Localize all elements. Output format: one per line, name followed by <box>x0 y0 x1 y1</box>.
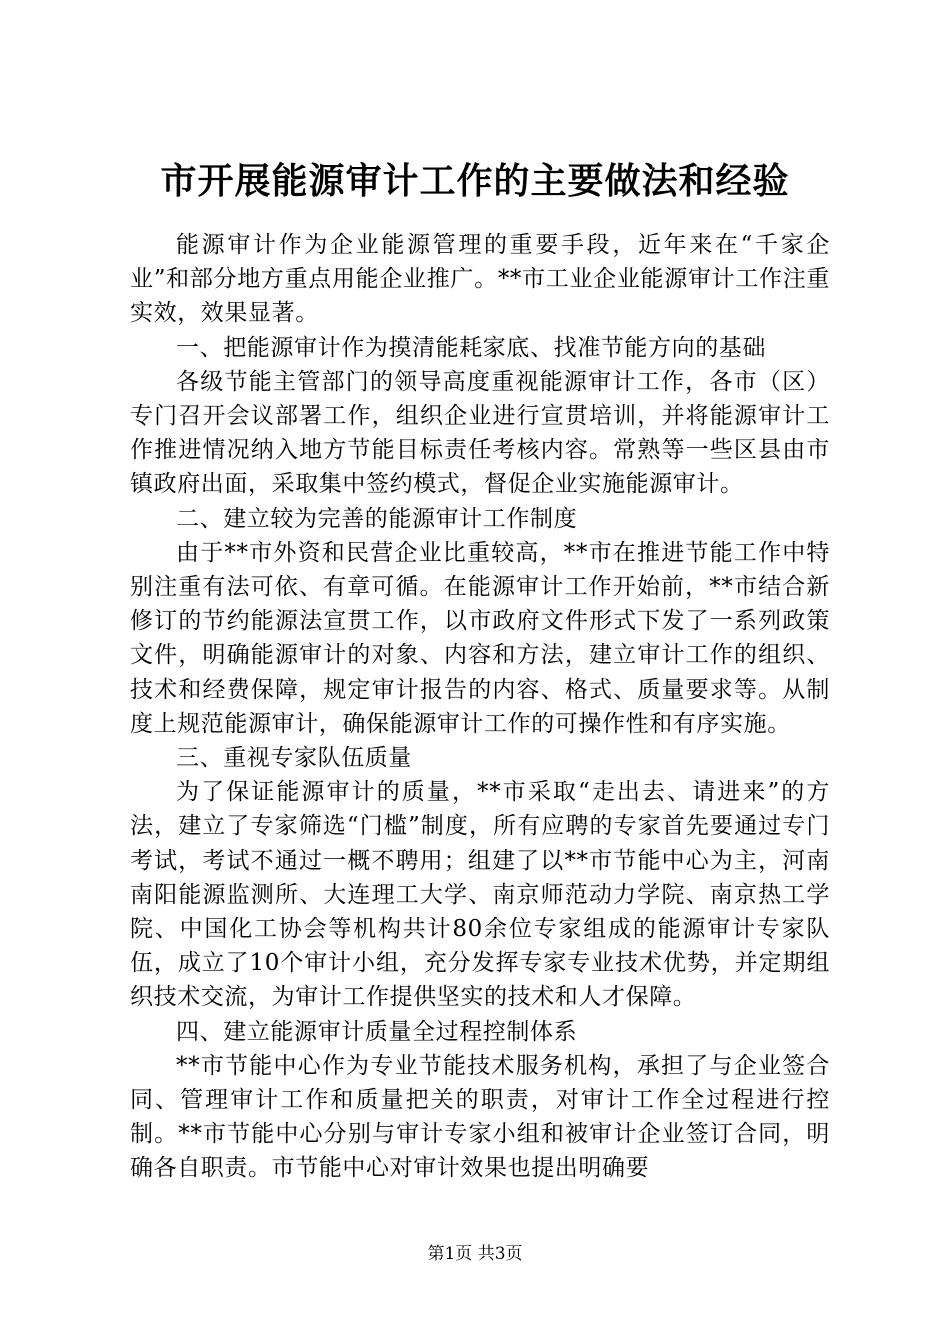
document-body <box>130 228 830 1186</box>
document-title: 市开展能源审计工作的主要做法和经验 <box>160 161 790 202</box>
page-number-footer: 第1页 共3页 <box>427 1244 523 1264</box>
paragraph-section-1: 各级节能主管部门的领导高度重视能源审计工作，各市（区）专门召开会议部署工作，组织企业进行宣贯培训，并将能源审计工作推进情况纳入地方节能目标责任考核内容。常熟等一些区县由市镇政府出面，采取集中签约模式，督促企业实施能源审计。 <box>130 368 830 498</box>
section-heading-3: 三、重视专家队伍质量 <box>176 745 412 772</box>
section-heading-2: 二、建立较为完善的能源审计工作制度 <box>176 505 578 532</box>
paragraph-section-3: 为了保证能源审计的质量，**市采取“走出去、请进来”的方法，建立了专家筛选“门槛”制度，所有应聘的专家首先要通过专门考试，考试不通过一概不聘用；组建了以**市节能中心为主，河南南阳能源监测所、大连理工大学、南京师范动力学院、南京热工学院、中国化工协会等机构共计80余位专家组成的能源审计专家队伍，成立了10个审计小组，充分发挥专家专业技术优势，并定期组织技术交流，为审计工作提供坚实的技术和人才保障。 <box>130 779 830 1011</box>
paragraph-section-4: **市节能中心作为专业节能技术服务机构，承担了与企业签合同、管理审计工作和质量把关的职责，对审计工作全过程进行控制。**市节能中心分别与审计专家小组和被审计企业签订合同，明确各自职责。市节能中心对审计效果也提出明确要 <box>130 1052 830 1182</box>
section-heading-4: 四、建立能源审计质量全过程控制体系 <box>176 1018 578 1045</box>
paragraph-intro: 能源审计作为企业能源管理的重要手段，近年来在“千家企业”和部分地方重点用能企业推广。**市工业企业能源审计工作注重实效，效果显著。 <box>130 232 830 327</box>
paragraph-section-2: 由于**市外资和民营企业比重较高，**市在推进节能工作中特别注重有法可依、有章可循。在能源审计工作开始前，**市结合新修订的节约能源法宣贯工作，以市政府文件形式下发了一系列政策文件，明确能源审计的对象、内容和方法，建立审计工作的组织、技术和经费保障，规定审计报告的内容、格式、质量要求等。从制度上规范能源审计，确保能源审计工作的可操作性和有序实施。 <box>130 539 830 737</box>
section-heading-1: 一、把能源审计作为摸清能耗家底、找准节能方向的基础 <box>176 334 766 361</box>
